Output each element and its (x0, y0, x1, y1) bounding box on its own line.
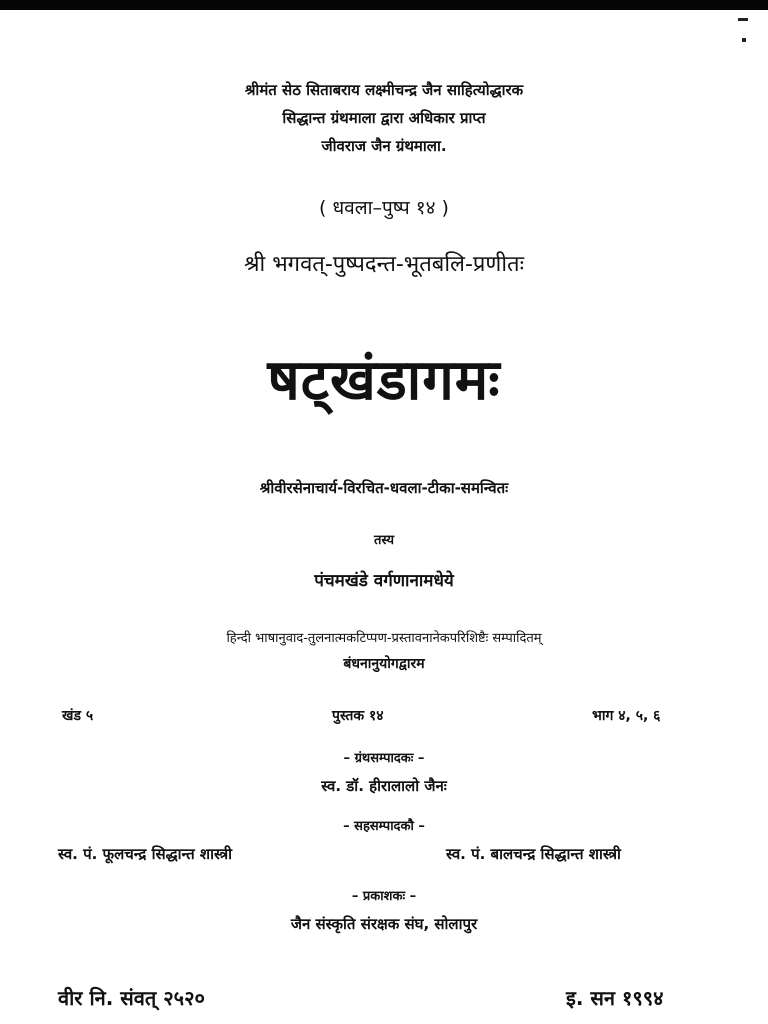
pustak-number: पुस्तक १४ (332, 708, 384, 724)
publisher-line-2: सिद्धान्त ग्रंथमाला द्वारा अधिकार प्राप्त (282, 109, 486, 127)
praneetah-line: श्री भगवत्-पुष्पदन्त-भूतबलि-प्रणीतः (243, 252, 525, 277)
tika-line: श्रीवीरसेनाचार्य-विरचित-धवला-टीका-समन्वितः (259, 479, 509, 497)
vira-samvat: वीर नि. संवत् २५२० (58, 986, 205, 1010)
anuyoga-line: बंधनानुयोगद्वारम (343, 656, 425, 672)
prakashak-label: – प्रकाशकः – (351, 889, 417, 904)
scan-speck (738, 18, 748, 21)
publisher-line-3: जीवराज जैन ग्रंथमाला. (321, 137, 447, 155)
dhavala-pushpa: ( धवला–पुष्प १४ ) (319, 197, 449, 219)
granth-sampadak-label: – ग्रंथसम्पादकः – (343, 751, 425, 766)
sah-sampadak-label: – सहसम्पादकौ – (343, 819, 425, 834)
publisher-line-1: श्रीमंत सेठ सिताबराय लक्ष्मीचन्द्र जैन साहित्योद्धारक (244, 81, 524, 99)
bhag-number: भाग ४, ५, ६ (592, 708, 661, 724)
granth-sampadak: स्व. डॉ. हीरालालो जैनः (321, 777, 447, 795)
prakashak: जैन संस्कृति संरक्षक संघ, सोलापुर (290, 915, 478, 933)
khanda-line: पंचमखंडे वर्गणानामधेये (314, 571, 454, 591)
hindi-line: हिन्दी भाषानुवाद-तुलनात्मकटिप्पण-प्रस्तावनानेकपरिशिष्टैः सम्पादितम् (226, 631, 542, 646)
scan-speck (742, 38, 746, 42)
isvi-san: इ. सन १९९४ (566, 986, 664, 1010)
main-title: षट्खंडागमः (267, 348, 501, 413)
khand-number: खंड ५ (62, 708, 94, 724)
sah-sampadak-2: स्व. पं. बालचन्द्र सिद्धान्त शास्त्री (446, 845, 621, 863)
tasya-line: तस्य (373, 533, 394, 548)
scan-top-border (0, 0, 768, 10)
sah-sampadak-1: स्व. पं. फूलचन्द्र सिद्धान्त शास्त्री (58, 845, 232, 863)
